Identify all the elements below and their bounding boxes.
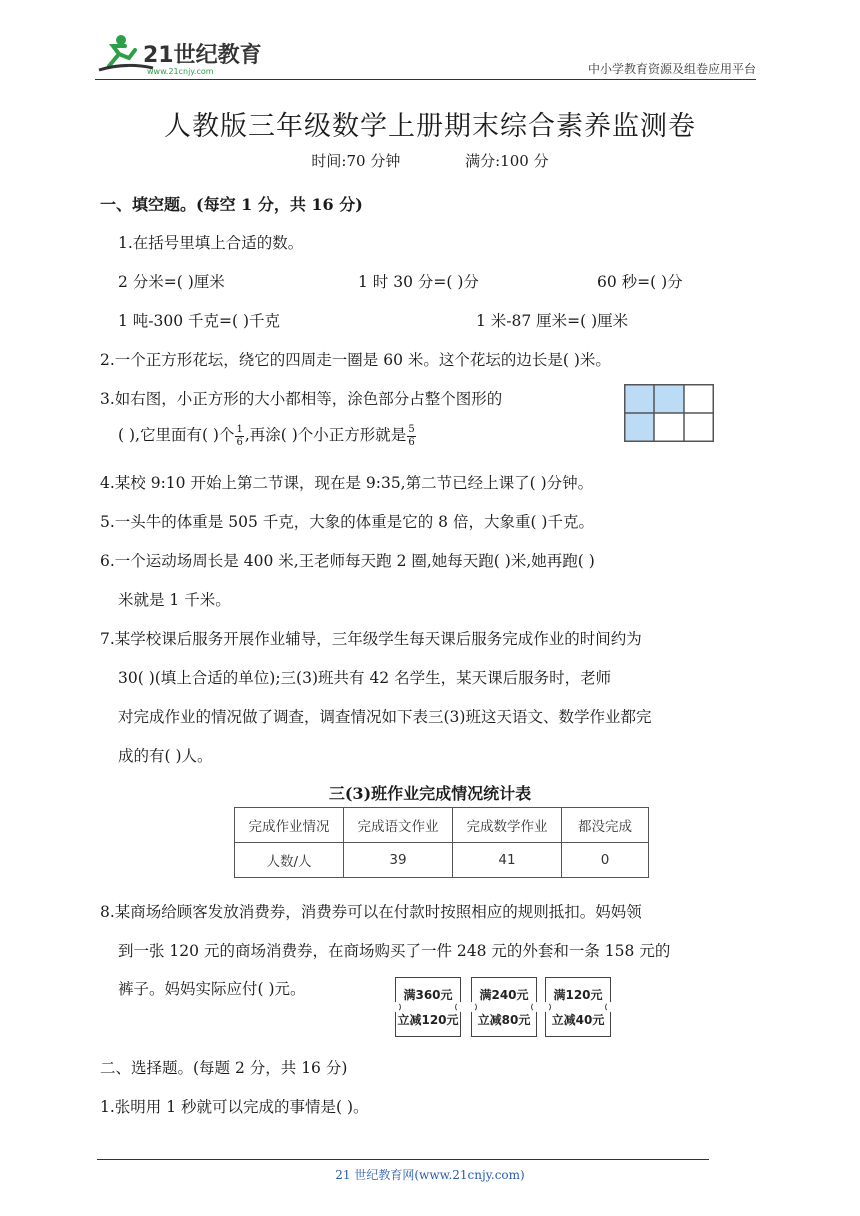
grid-cell-shaded — [624, 413, 654, 442]
time-limit: 时间:70 分钟 — [311, 152, 401, 170]
section-heading-multiple-choice: 二、选择题。(每题 2 分，共 16 分) — [100, 1059, 348, 1077]
q6-line1: 6.一个运动场周长是 400 米,王老师每天跑 2 圈,她每天跑( )米,她再跑( ) — [100, 552, 595, 570]
site-logo — [95, 32, 265, 78]
coupon-card: 满240元 立减80元 — [471, 977, 537, 1037]
table-header-cell: 都没完成 — [562, 808, 649, 843]
q2-text: 2.一个正方形花坛，绕它的四周走一圈是 60 米。这个花坛的边长是( )米。 — [100, 351, 611, 369]
q1-blank-b: 1 时 30 分=( )分 — [358, 273, 479, 291]
q8-line1: 8.某商场给顾客发放消费券，消费券可以在付款时按照相应的规则抵扣。妈妈领 — [100, 903, 642, 921]
fraction-five-sixths: $\frac{5}{6}$ — [408, 423, 415, 448]
q8-line3: 裤子。妈妈实际应付( )元。 — [118, 980, 306, 998]
svg-text:21世纪教育: 21世纪教育 — [143, 43, 262, 68]
shaded-square-grid — [624, 384, 714, 442]
coupon-card: 满360元 立减120元 — [395, 977, 461, 1037]
runner-logo-icon — [95, 32, 265, 78]
q1-blank-a: 2 分米=( )厘米 — [118, 273, 225, 291]
footer-link[interactable]: 21 世纪教育网(www.21cnjy.com) — [335, 1168, 525, 1182]
fraction-one-sixth: $\frac{1}{6}$ — [236, 423, 243, 448]
homework-stats-table — [234, 807, 649, 878]
svg-text:www.21cnjy.com: www.21cnjy.com — [147, 67, 214, 76]
q1-stem: 1.在括号里填上合适的数。 — [118, 234, 304, 252]
q7-line1: 7.某学校课后服务开展作业辅导，三年级学生每天课后服务完成作业的时间约为 — [100, 630, 642, 648]
q5-text: 5.一头牛的体重是 505 千克，大象的体重是它的 8 倍，大象重( )千克。 — [100, 513, 594, 531]
grid-cell-shaded — [654, 384, 684, 413]
s2-q1-text: 1.张明用 1 秒就可以完成的事情是( )。 — [100, 1098, 369, 1116]
q4-text: 4.某校 9:10 开始上第二节课，现在是 9:35,第二节已经上课了( )分钟。 — [100, 474, 594, 492]
q7-line2: 30( )(填上合适的单位);三(3)班共有 42 名学生，某天课后服务时，老师 — [118, 669, 612, 687]
q8-line2: 到一张 120 元的商场消费券，在商场购买了一件 248 元的外套和一条 158 元的 — [118, 942, 671, 960]
q7-line4: 成的有( )人。 — [118, 747, 213, 765]
q3-line1: 3.如右图，小正方形的大小都相等，涂色部分占整个图形的 — [100, 390, 503, 408]
exam-info — [0, 150, 860, 171]
table-cell: 39 — [344, 843, 453, 878]
table-cell: 人数/人 — [235, 843, 344, 878]
coupon-card: 满120元 立减40元 — [545, 977, 611, 1037]
grid-cell-shaded — [624, 384, 654, 413]
table-title: 三(3)班作业完成情况统计表 — [328, 784, 532, 803]
footer-divider — [97, 1159, 709, 1160]
platform-name: 中小学教育资源及组卷应用平台 — [587, 62, 756, 76]
table-header-cell: 完成语文作业 — [344, 808, 453, 843]
table-header-cell: 完成数学作业 — [453, 808, 562, 843]
q1-blank-d: 1 吨-300 千克=( )千克 — [118, 312, 281, 330]
table-header-row — [235, 808, 649, 843]
q1-blank-c: 60 秒=( )分 — [597, 273, 683, 291]
table-row — [235, 843, 649, 878]
table-cell: 0 — [562, 843, 649, 878]
section-heading-fill-blank: 一、填空题。(每空 1 分，共 16 分) — [100, 195, 363, 214]
table-header-cell: 完成作业情况 — [235, 808, 344, 843]
full-score: 满分:100 分 — [465, 152, 549, 170]
table-cell: 41 — [453, 843, 562, 878]
q3-line2: ( ),它里面有( )个 $\frac{1}{6}$ ,再涂( )个小正方形就是 $\frac{5}{6}$ — [118, 423, 415, 448]
q6-line2: 米就是 1 千米。 — [118, 591, 231, 609]
page-title: 人教版三年级数学上册期末综合素养监测卷 — [164, 111, 696, 142]
header-divider — [95, 79, 756, 80]
q1-blank-e: 1 米-87 厘米=( )厘米 — [476, 312, 629, 330]
q7-line3: 对完成作业的情况做了调查，调查情况如下表三(3)班这天语文、数学作业都完 — [118, 708, 652, 726]
